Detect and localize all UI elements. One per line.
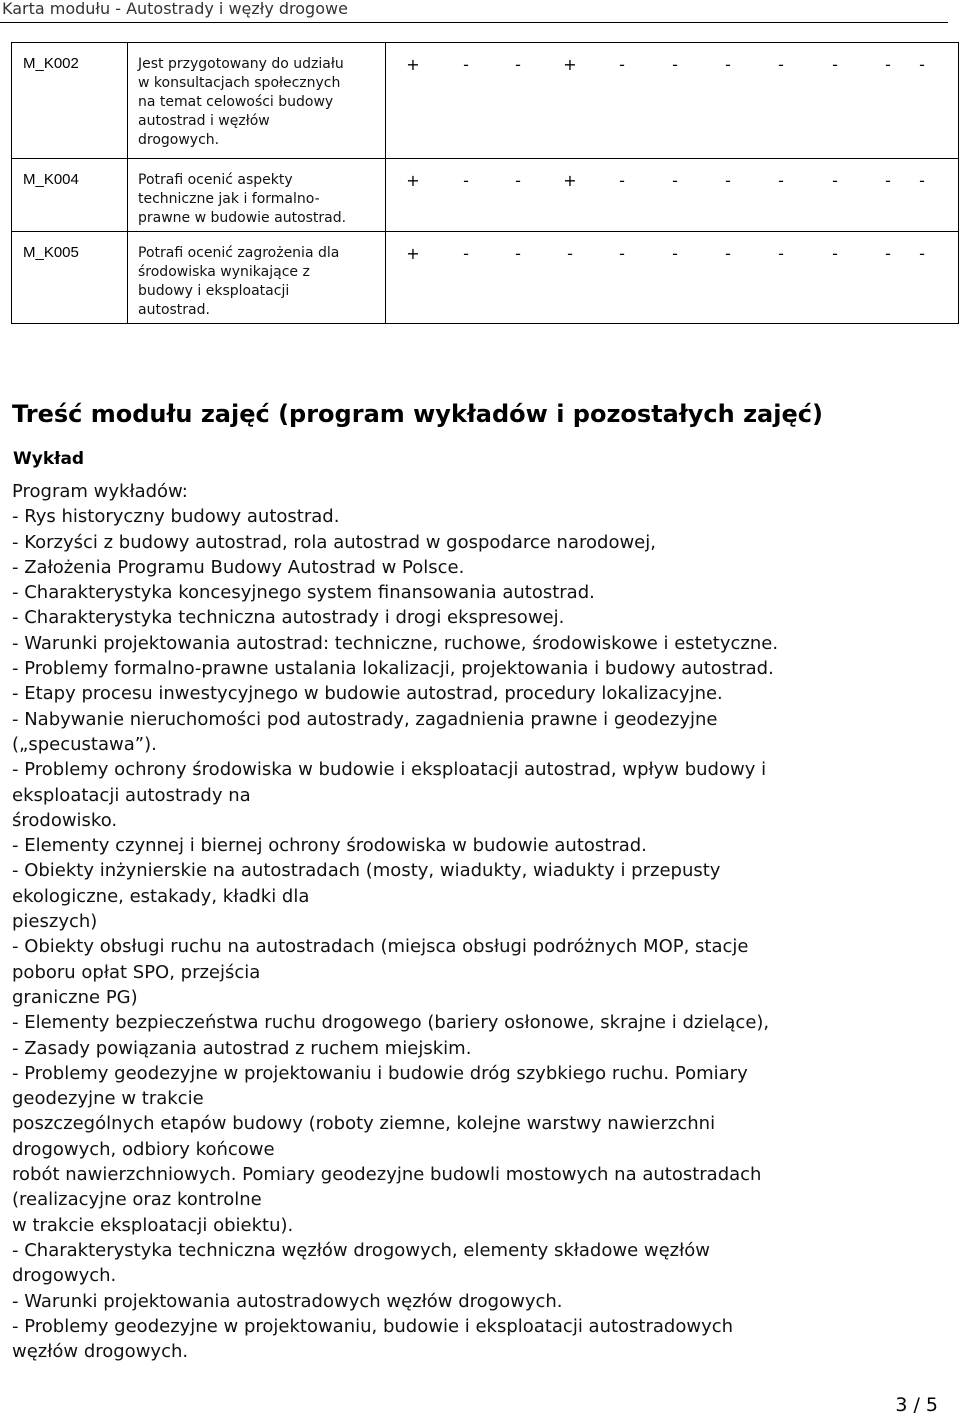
program-line: drogowych, odbiory końcowe	[12, 1138, 275, 1160]
outcome-marks	[386, 43, 959, 159]
outcome-description	[128, 232, 386, 324]
learning-outcomes-table	[11, 42, 959, 324]
program-line: w trakcie eksploatacji obiektu).	[12, 1214, 294, 1236]
outcome-mark: +	[406, 171, 420, 190]
program-line: robót nawierzchniowych. Pomiary geodezyjne budowli mostowych na autostradach	[12, 1164, 762, 1186]
outcome-description-line: Potrafi ocenić zagrożenia dla	[138, 245, 340, 261]
outcome-mark: -	[463, 55, 469, 74]
page-header	[0, 0, 948, 23]
outcome-mark: -	[515, 244, 521, 263]
outcome-mark: -	[672, 55, 678, 74]
outcome-row	[12, 43, 959, 159]
outcome-mark: -	[725, 171, 731, 190]
outcome-description-line: środowiska wynikające z	[138, 264, 310, 280]
outcome-description-line: w konsultacjach społecznych	[138, 75, 341, 91]
document-title: Karta modułu - Autostrady i węzły drogowe	[2, 0, 348, 18]
outcome-mark: -	[619, 171, 625, 190]
outcome-mark: -	[725, 244, 731, 263]
program-line: pieszych)	[12, 911, 98, 933]
outcome-description-line: budowy i eksploatacji	[138, 283, 290, 299]
program-line: środowisko.	[12, 809, 118, 831]
outcome-mark: -	[672, 171, 678, 190]
outcome-description-line: Potrafi ocenić aspekty	[138, 172, 293, 188]
outcome-marks	[386, 159, 959, 232]
program-line: - Problemy geodezyjne w projektowaniu i budowie dróg szybkiego ruchu. Pomiary	[12, 1062, 748, 1084]
outcome-mark: -	[672, 244, 678, 263]
program-line: poszczególnych etapów budowy (roboty ziemne, kolejne warstwy nawierzchni	[12, 1113, 716, 1135]
program-line: Program wykładów:	[12, 481, 188, 502]
lecture-program	[12, 479, 952, 1364]
outcome-mark: -	[778, 244, 784, 263]
outcome-mark: -	[919, 244, 925, 263]
program-line: drogowych.	[12, 1265, 117, 1287]
page-number: 3 / 5	[895, 1394, 938, 1416]
program-line: („specustawa”).	[12, 733, 157, 755]
program-line: ekologiczne, estakady, kładki dla	[12, 885, 310, 907]
program-line: - Założenia Programu Budowy Autostrad w Polsce.	[12, 556, 465, 578]
outcome-description-line: prawne w budowie autostrad.	[138, 210, 347, 226]
outcome-mark: -	[832, 244, 838, 263]
outcome-description	[128, 159, 386, 232]
outcome-mark: -	[725, 55, 731, 74]
outcome-mark: -	[463, 171, 469, 190]
outcome-description-line: drogowych.	[138, 132, 220, 148]
outcome-mark: -	[919, 171, 925, 190]
program-line: graniczne PG)	[12, 986, 138, 1008]
program-line: - Charakterystyka techniczna węzłów drogowych, elementy składowe węzłów	[12, 1239, 710, 1261]
program-line: - Etapy procesu inwestycyjnego w budowie autostrad, procedury lokalizacyjne.	[12, 683, 723, 705]
outcome-mark: -	[619, 55, 625, 74]
program-line: eksploatacji autostrady na	[12, 784, 251, 806]
program-line: - Warunki projektowania autostrad: techniczne, ruchowe, środowiskowe i estetyczne.	[12, 632, 779, 654]
outcome-description-line: autostrad.	[138, 302, 210, 318]
section-title: Treść modułu zajęć (program wykładów i pozostałych zajęć)	[12, 400, 823, 428]
outcome-mark: -	[463, 244, 469, 263]
program-line: - Elementy czynnej i biernej ochrony środowiska w budowie autostrad.	[12, 835, 647, 857]
outcome-description-line: na temat celowości budowy	[138, 94, 334, 110]
program-line: - Problemy ochrony środowiska w budowie i eksploatacji autostrad, wpływ budowy i	[12, 759, 767, 781]
program-line: geodezyjne w trakcie	[12, 1088, 204, 1110]
subsection-title: Wykład	[13, 449, 85, 469]
outcome-row	[12, 232, 959, 324]
outcome-mark: -	[885, 171, 891, 190]
program-line: - Nabywanie nieruchomości pod autostrady, zagadnienia prawne i geodezyjne	[12, 708, 718, 730]
outcome-description-line: Jest przygotowany do udziału	[138, 56, 344, 72]
outcome-code: M_K004	[12, 159, 128, 232]
outcome-mark: +	[563, 171, 577, 190]
outcome-mark: -	[832, 171, 838, 190]
outcome-mark: -	[832, 55, 838, 74]
outcome-row	[12, 159, 959, 232]
program-line: poboru opłat SPO, przejścia	[12, 961, 261, 983]
program-line: - Charakterystyka techniczna autostrady i drogi ekspresowej.	[12, 607, 565, 629]
outcome-mark: -	[919, 55, 925, 74]
outcome-mark: +	[406, 244, 420, 263]
outcome-mark: -	[515, 171, 521, 190]
outcome-code: M_K005	[12, 232, 128, 324]
program-line: węzłów drogowych.	[12, 1341, 189, 1363]
outcome-mark: -	[885, 55, 891, 74]
outcome-mark: -	[619, 244, 625, 263]
outcome-code: M_K002	[12, 43, 128, 159]
outcome-description	[128, 43, 386, 159]
outcome-mark: -	[778, 171, 784, 190]
outcome-mark: -	[885, 244, 891, 263]
outcome-mark: -	[778, 55, 784, 74]
program-line: (realizacyjne oraz kontrolne	[12, 1189, 262, 1211]
program-line: - Zasady powiązania autostrad z ruchem miejskim.	[12, 1037, 472, 1059]
program-line: - Charakterystyka koncesyjnego system finansowania autostrad.	[12, 582, 595, 604]
program-line: - Obiekty obsługi ruchu na autostradach (miejsca obsługi podróżnych MOP, stacje	[12, 936, 749, 958]
program-line: - Elementy bezpieczeństwa ruchu drogowego (bariery osłonowe, skrajne i dzielące),	[12, 1012, 770, 1034]
outcome-mark: -	[515, 55, 521, 74]
program-line: - Obiekty inżynierskie na autostradach (mosty, wiadukty, wiadukty i przepusty	[12, 860, 721, 882]
outcome-description-line: techniczne jak i formalno-	[138, 191, 320, 207]
outcome-description-line: autostrad i węzłów	[138, 113, 270, 129]
outcome-mark: +	[406, 55, 420, 74]
outcome-mark: -	[567, 244, 573, 263]
program-line: - Problemy geodezyjne w projektowaniu, budowie i eksploatacji autostradowych	[12, 1315, 734, 1337]
program-line: - Rys historyczny budowy autostrad.	[12, 506, 340, 528]
program-line: - Warunki projektowania autostradowych węzłów drogowych.	[12, 1290, 563, 1312]
outcome-marks	[386, 232, 959, 324]
outcome-mark: +	[563, 55, 577, 74]
program-line: - Korzyści z budowy autostrad, rola autostrad w gospodarce narodowej,	[12, 531, 656, 553]
program-line: - Problemy formalno-prawne ustalania lokalizacji, projektowania i budowy autostrad.	[12, 658, 774, 680]
